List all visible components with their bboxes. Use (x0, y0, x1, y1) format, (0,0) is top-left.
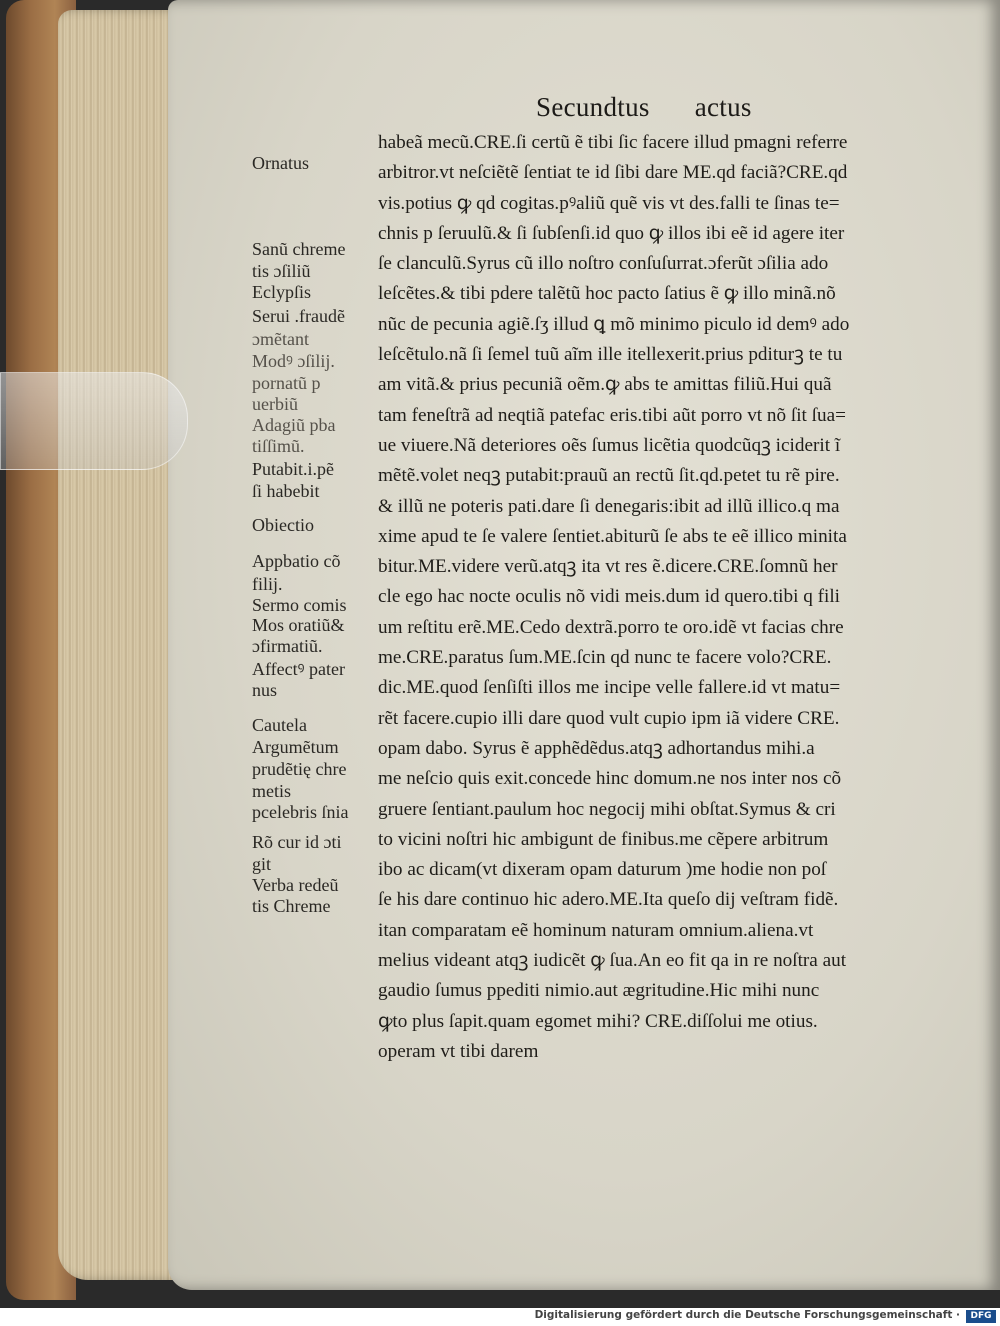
marginal-note: Appbatio cõ (252, 551, 341, 571)
marginal-note: Obiectio (252, 515, 314, 535)
text-line: gaudio ſumus ppediti nimio.aut ægritudine.Hic mihi nunc (378, 980, 820, 1002)
marginal-note: tiſſimũ. (252, 436, 305, 456)
text-line: opam dabo. Syrus ẽ apphẽdẽdus.atqꝫ adhortandus mihi.a (378, 737, 815, 759)
marginal-note: Mos oratiũ& (252, 615, 345, 635)
plexiglass-clip (0, 372, 188, 470)
text-line: ꝙto plus ſapit.quam egomet mihi? CRE.diſſolui me otius. (378, 1010, 818, 1032)
marginal-note: tis ɔſiliũ (252, 261, 311, 281)
running-header: Secundtus actus (536, 92, 752, 122)
text-line: nũc de pecunia agiẽ.ſʒ illud ꝗ mõ minimo piculo id demꝰ ado (378, 313, 850, 335)
marginal-note: pcelebris ſnia (252, 802, 349, 822)
marginal-note: Serui .fraudẽ (252, 306, 345, 326)
marginal-note: git (252, 854, 272, 874)
text-line: ſe his dare continuo hic adero.ME.Ita queſo dij veſtram fidẽ. (378, 889, 839, 911)
text-line: me.CRE.paratus ſum.ME.ſcin qd nunc te facere volo?CRE. (378, 647, 832, 669)
text-line: am vitã.& prius pecuniã oẽm.ꝙ abs te amittas filiũ.Hui quã (378, 374, 832, 396)
text-line: habeã mecũ.CRE.ſi certũ ẽ tibi ſic facere illud pmagni referre (378, 132, 848, 153)
marginal-note: Cautela (252, 715, 307, 735)
marginal-note: prudẽtię chre (252, 759, 347, 779)
marginal-note: Ornatus (252, 153, 309, 173)
marginal-note: ſi habebit (252, 481, 320, 501)
marginal-note: Eclypſis (252, 282, 311, 302)
text-line: vis.potius ꝙ qd cogitas.pꝰaliũ quẽ vis vt des.falli te ſinas te= (378, 192, 840, 214)
dfg-logo: DFG (966, 1310, 996, 1323)
text-line: arbitror.vt neſciẽtẽ ſentiat te id ſibi dare ME.qd faciã?CRE.qd (378, 162, 848, 184)
marginal-note: Argumẽtum (252, 737, 339, 757)
text-line: dic.ME.quod ſenſiſti illos me incipe velle fallere.id vt matu= (378, 677, 841, 699)
marginal-note: tis Chreme (252, 896, 331, 916)
marginal-note: pornatũ p (252, 373, 321, 393)
text-line: bitur.ME.videre verũ.atqꝫ ita vt res ẽ.dicere.CRE.ſomnũ her (378, 556, 838, 578)
marginal-note: ɔmẽtant (252, 329, 309, 349)
text-line: & illũ ne poteris pati.dare ſi denegaris:ibit ad illũ illico.q ma (378, 495, 840, 517)
text-line: to vicini noſtri hic ambigunt de finibus.me cẽpere arbitrum (378, 828, 829, 850)
text-line: me neſcio quis exit.concede hinc domum.ne nos inter nos cõ (378, 768, 842, 790)
marginal-note: Sanũ chreme (252, 239, 346, 259)
text-line: gruere ſentiant.paulum hoc negocij mihi obſtat.Symus & cri (378, 798, 836, 820)
text-line: ue viuere.Nã deteriores oẽs ſumus licẽtia quodcũqꝫ iciderit ĩ (378, 434, 841, 456)
text-line: tam feneſtrã ad neqtiã patefac eris.tibi aũt porro vt nõ ſit ſua= (378, 404, 846, 426)
marginal-note: Verba redeũ (252, 875, 339, 895)
marginal-note: Affectꝰ pater (252, 659, 345, 679)
text-line: leſcẽtes.& tibi pdere talẽtũ hoc pacto ſatius ẽ ꝙ illo minã.nõ (378, 283, 836, 305)
text-line: melius videant atqꝫ iudicẽt ꝙ ſua.An eo fit qa in re noſtra aut (378, 950, 847, 972)
marginal-note: metis (252, 781, 291, 801)
text-line: rẽt facere.cupio illi dare quod vult cupio ipm iã videre CRE. (378, 707, 840, 729)
marginal-note: Rõ cur id ɔti (252, 832, 342, 852)
marginal-note: Sermo comis (252, 595, 347, 615)
text-line: cle ego hac nocte oculis nõ vidi meis.dum id quero.tibi q fili (378, 586, 840, 608)
marginal-note: Modꝰ ɔſilij. (252, 351, 335, 371)
text-line: um reſtitu erẽ.ME.Cedo dextrã.porro te oro.idẽ vt facias chre (378, 616, 844, 638)
marginal-note: Putabit.i.pẽ (252, 459, 334, 479)
text-line: leſcẽtulo.nã ſi ſemel tuũ aĩm ille itellexerit.prius pditurꝫ te tu (378, 344, 843, 366)
text-line: ſe clanculũ.Syrus cũ illo noſtro conſuſurrat.ɔferũt ɔſilia ado (378, 253, 829, 275)
marginal-note: ɔfirmatiũ. (252, 636, 323, 656)
text-line: mẽtẽ.volet neqꝫ putabit:prauũ an rectũ ſit.qd.petet tu rẽ pire. (378, 465, 840, 487)
funding-credit: Digitalisierung gefördert durch die Deutsche Forschungsgemeinschaft · (534, 1309, 960, 1321)
marginal-note: uerbiũ (252, 394, 298, 414)
text-line: ibo ac dicam(vt dixeram opam daturum )me hodie non poſ (378, 859, 827, 881)
text-line: xime apud te ſe valere ſentiet.abiturũ ſe abs te eẽ illico minita (378, 525, 847, 547)
marginal-note: nus (252, 680, 278, 700)
text-line: itan comparatam eẽ hominum naturam omnium.aliena.vt (378, 919, 814, 941)
main-text-block (378, 128, 918, 1067)
text-line: chnis p ſeruulũ.& ſi ſubſenſi.id quo ꝙ illos ibi eẽ id agere iter (378, 222, 845, 244)
text-line: operam vt tibi darem (378, 1040, 539, 1062)
marginal-note: Adagiũ pba (252, 415, 336, 435)
marginal-note: filij. (252, 574, 283, 594)
